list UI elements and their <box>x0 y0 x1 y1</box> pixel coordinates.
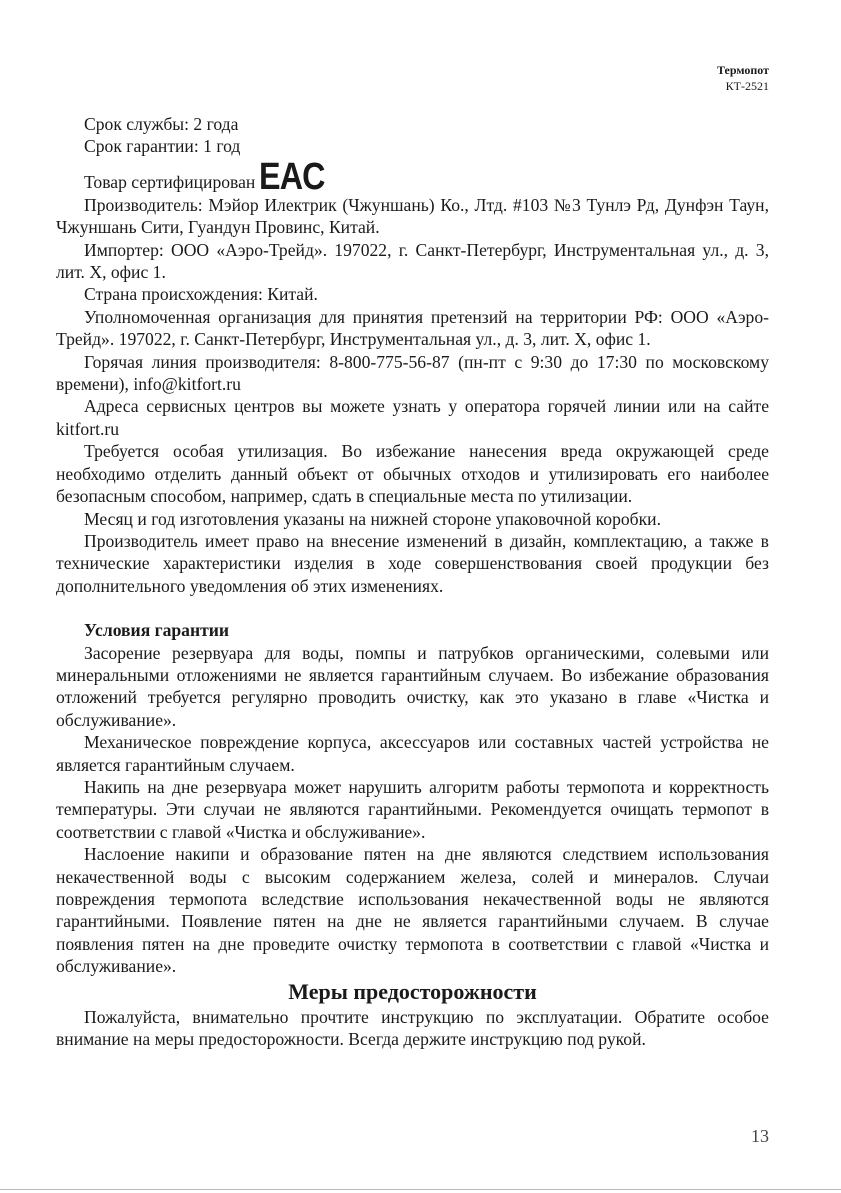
service-life-line: Срок службы: 2 года <box>84 114 239 134</box>
authorized-org-paragraph: Уполномоченная организация для принятия претензий на территории РФ: ООО «Аэро-Трейд». 197022, г. Санкт-Петербург, Инструментальная ул., д. 3, лит. Х, офис 1. <box>56 306 769 350</box>
certified-text: Товар сертифицирован <box>84 172 256 193</box>
warranty-paragraph-2: Механическое повреждение корпуса, аксессуаров или составных частей устройства не является гарантийным случаем. <box>56 732 769 775</box>
page-body <box>56 113 769 1050</box>
certified-line <box>56 155 769 198</box>
header-product-title: Термопот <box>716 63 769 77</box>
warranty-term-line: Срок гарантии: 1 год <box>84 136 241 157</box>
warranty-paragraph-3: Накипь на дне резервуара может нарушить алгоритм работы термопота и корректность температуры. Эти случаи не являются гарантийными. Рекомендуется очищать термопот в соответствии с главой «Чистка и обслуживание». <box>56 776 769 842</box>
running-header <box>717 62 769 94</box>
short-info-block <box>56 113 769 198</box>
warranty-paragraph-4: Наслоение накипи и образование пятен на дне являются следствием использования некачественной воды с высоким содержанием железа, солей и минералов. Случаи повреждения термопота вследствие использования некачественной воды не являются гарантийными. Появление пятен на дне не является гарантийными случаем. В случае появления пятен на дне проведите очистку термопота в соответствии с главой «Чистка и обслуживание». <box>56 844 769 977</box>
page-number: 13 <box>751 1126 769 1146</box>
eac-certification-logo: EAC <box>259 155 325 198</box>
bottom-divider <box>0 1189 841 1190</box>
spacer <box>56 597 769 619</box>
changes-paragraph: Производитель имеет право на внесение изменений в дизайн, комплектацию, а также в технические характеристики изделия в ходе совершенствования своей продукции без дополнительного уведомления об этих изменениях. <box>56 530 769 596</box>
origin-paragraph: Страна происхождения: Китай. <box>84 284 318 305</box>
manufacture-date-paragraph: Месяц и год изготовления указаны на нижней стороне упаковочной коробки. <box>84 508 661 529</box>
disposal-paragraph: Требуется особая утилизация. Во избежание нанесения вреда окружающей среде необходимо отделить данный объект от обычных отходов и утилизировать его наиболее безопасным способом, например, сдать в специальные места по утилизации. <box>56 441 769 507</box>
manufacturer-paragraph: Производитель: Мэйор Илектрик (Чжуншань) Ко., Лтд. #103 №3 Тунлэ Рд, Дунфэн Таун, Чжуншань Сити, Гуандун Провинс, Китай. <box>56 194 769 238</box>
hotline-paragraph: Горячая линия производителя: 8-800-775-56-87 (пн-пт с 9:30 до 17:30 по московскому времени), info@kitfort.ru <box>56 351 769 395</box>
importer-paragraph: Импортер: ООО «Аэро-Трейд». 197022, г. Санкт-Петербург, Инструментальная ул., д. 3, лит. Х, офис 1. <box>56 239 769 283</box>
service-centers-paragraph: Адреса сервисных центров вы можете узнать у оператора горячей линии или на сайте kitfort.ru <box>56 396 769 439</box>
precautions-title: Меры предосторожности <box>288 978 537 1004</box>
precautions-paragraph-1: Пожалуйста, внимательно прочтите инструкцию по эксплуатации. Обратите особое внимание на меры предосторожности. Всегда держите инструкцию под рукой. <box>56 1006 769 1050</box>
warranty-heading: Условия гарантии <box>84 620 230 641</box>
warranty-paragraph-1: Засорение резервуара для воды, помпы и патрубков органическими, солевыми или минеральными отложениями не является гарантийным случаем. Во избежание образования отложений требуется регулярно проводить очистку, как это указано в главе «Чистка и обслуживание». <box>56 642 769 730</box>
header-model-number: КТ-2521 <box>725 79 769 93</box>
